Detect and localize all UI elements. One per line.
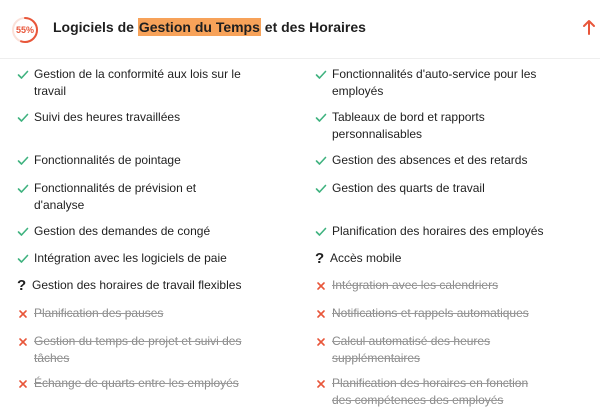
feature-item xyxy=(315,305,580,322)
feature-item xyxy=(17,277,282,294)
cross-icon xyxy=(315,305,329,322)
cross-icon xyxy=(17,305,31,322)
feature-item xyxy=(17,180,282,214)
title-highlight: Gestion du Temps xyxy=(138,19,260,35)
feature-label-line1: Intégration avec les calendriers xyxy=(332,278,499,292)
title-suffix: et des Horaires xyxy=(260,19,366,35)
feature-label-line1: Fonctionnalités de prévision et xyxy=(34,181,197,195)
feature-label-line2: tâches xyxy=(34,351,70,365)
check-icon xyxy=(17,180,31,197)
feature-label xyxy=(34,180,282,214)
question-mark-icon: ? xyxy=(315,250,325,267)
feature-label-line2: des compétences des employés xyxy=(332,393,504,407)
feature-item xyxy=(17,305,282,322)
feature-label xyxy=(34,375,282,392)
feature-label-line1: Gestion du temps de projet et suivi des xyxy=(34,334,242,348)
check-icon xyxy=(315,223,329,240)
feature-label-line1: Fonctionnalités de pointage xyxy=(34,153,181,167)
feature-label-line2: d'analyse xyxy=(34,198,85,212)
feature-label xyxy=(332,223,580,240)
feature-label-line1: Intégration avec les logiciels de paie xyxy=(34,251,227,265)
question-mark-icon: ? xyxy=(17,277,27,294)
feature-label xyxy=(34,305,282,322)
check-icon xyxy=(17,66,31,83)
feature-label-line1: Gestion des absences et des retards xyxy=(332,153,528,167)
feature-label-line1: Planification des pauses xyxy=(34,306,164,320)
feature-item xyxy=(315,152,580,169)
category-title xyxy=(53,19,366,35)
check-icon xyxy=(315,152,329,169)
feature-label xyxy=(332,277,580,294)
feature-label-line1: Gestion de la conformité aux lois sur le xyxy=(34,67,241,81)
check-icon xyxy=(315,180,329,197)
feature-label-line1: Calcul automatisé des heures xyxy=(332,334,491,348)
feature-label-line2: travail xyxy=(34,84,67,98)
feature-label-line2: personnalisables xyxy=(332,127,423,141)
feature-label-line1: Planification des horaires en fonction xyxy=(332,376,529,390)
feature-label xyxy=(332,66,580,100)
check-icon xyxy=(17,250,31,267)
feature-label-line1: Planification des horaires des employés xyxy=(332,224,544,238)
cross-icon xyxy=(315,277,329,294)
score-value: 55% xyxy=(15,25,34,35)
feature-item xyxy=(17,333,282,367)
title-prefix: Logiciels de xyxy=(53,19,138,35)
feature-label xyxy=(332,152,580,169)
feature-item xyxy=(315,375,580,409)
feature-item xyxy=(315,109,580,143)
feature-label xyxy=(332,333,580,367)
feature-label xyxy=(332,109,580,143)
feature-item xyxy=(17,152,282,169)
feature-label xyxy=(34,152,282,169)
feature-item xyxy=(315,277,580,294)
feature-label-line2: supplémentaires xyxy=(332,351,421,365)
feature-label xyxy=(330,250,580,267)
feature-item xyxy=(17,223,282,240)
feature-item xyxy=(315,333,580,367)
feature-item xyxy=(315,66,580,100)
category-header xyxy=(0,0,600,59)
feature-label-line1: Accès mobile xyxy=(330,251,402,265)
feature-label-line1: Tableaux de bord et rapports xyxy=(332,110,485,124)
feature-label-line1: Notifications et rappels automatiques xyxy=(332,306,529,320)
feature-label-line2: employés xyxy=(332,84,384,98)
feature-label xyxy=(34,250,282,267)
check-icon xyxy=(17,223,31,240)
cross-icon xyxy=(17,333,31,350)
collapse-arrow-up-icon[interactable] xyxy=(582,18,596,36)
check-icon xyxy=(315,109,329,126)
feature-item xyxy=(315,180,580,197)
feature-label-line1: Gestion des demandes de congé xyxy=(34,224,211,238)
feature-label xyxy=(332,375,580,409)
cross-icon xyxy=(17,375,31,392)
feature-label xyxy=(332,305,580,322)
feature-item xyxy=(315,250,580,267)
feature-item xyxy=(17,375,282,392)
feature-label-line1: Gestion des quarts de travail xyxy=(332,181,485,195)
feature-label-line1: Gestion des horaires de travail flexibles xyxy=(32,278,242,292)
check-icon xyxy=(17,109,31,126)
check-icon xyxy=(315,66,329,83)
cross-icon xyxy=(315,333,329,350)
feature-label xyxy=(332,180,580,197)
feature-item xyxy=(17,250,282,267)
feature-label xyxy=(34,109,282,126)
feature-item xyxy=(17,66,282,100)
feature-label-line1: Fonctionnalités d'auto-service pour les xyxy=(332,67,537,81)
feature-label xyxy=(32,277,282,294)
feature-label xyxy=(34,333,282,367)
cross-icon xyxy=(315,375,329,392)
feature-label xyxy=(34,66,282,100)
feature-item xyxy=(315,223,580,240)
score-ring xyxy=(11,16,39,44)
feature-label-line1: Échange de quarts entre les employés xyxy=(34,376,239,390)
feature-label-line1: Suivi des heures travaillées xyxy=(34,110,181,124)
check-icon xyxy=(17,152,31,169)
feature-label xyxy=(34,223,282,240)
feature-item xyxy=(17,109,282,126)
